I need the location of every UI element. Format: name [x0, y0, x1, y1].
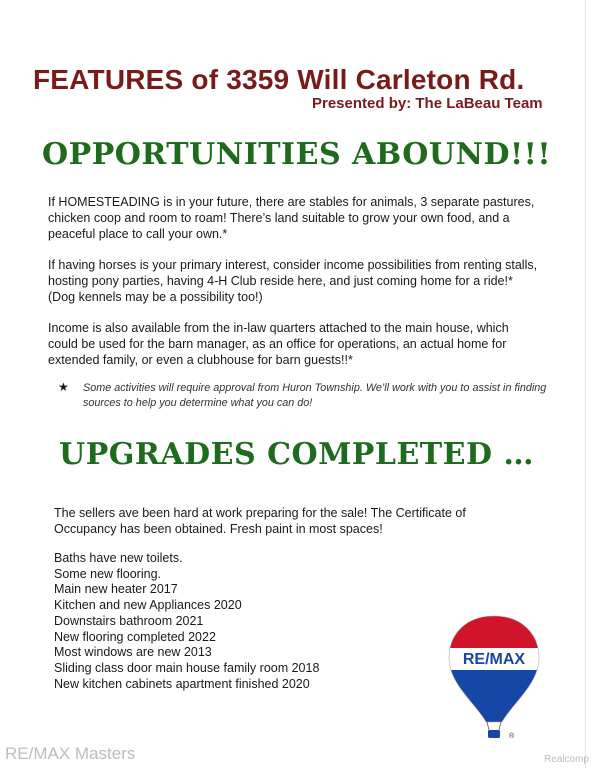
remax-balloon-logo [446, 614, 542, 742]
income-paragraph: Income is also available from the in-law quarters attached to the main house, which could be used for the barn manager, as an office for operations, an actual home for extended family, or even a clubhouse for barn guests!!* [48, 321, 509, 367]
list-item: Baths have new toilets. [54, 551, 183, 565]
upgrades-intro: The sellers ave been hard at work preparing for the sale! The Certificate of Occupancy has been obtained. Fresh paint in most spaces! [54, 506, 466, 536]
registered-mark: ® [509, 733, 515, 740]
source-watermark: Realcomp [543, 754, 589, 765]
horses-paragraph: If having horses is your primary interest, consider income possibilities from renting stalls, hosting pony parties, having 4-H Club reside here, and just coming home for a ride!* (Dog kennels may be a possibility too!) [48, 258, 538, 304]
homesteading-paragraph: If HOMESTEADING is in your future, there are stables for animals, 3 separate pastures, chicken coop and room to roam! There’s land suitable to grow your own food, and a peaceful place to call your own.* [48, 195, 535, 241]
page-title: FEATURES of 3359 Will Carleton Rd. [33, 64, 525, 95]
remax-logo-text: RE/MAX [462, 651, 526, 668]
star-icon: ★ [58, 380, 69, 394]
presented-by: Presented by: The LaBeau Team [312, 95, 543, 112]
approval-note-text: Some activities will require approval from Huron Township. We’ll work with you to assist in finding sources to help you determine what you can do! [83, 382, 547, 409]
list-item: Most windows are new 2013 [54, 645, 212, 660]
upgrades-list [54, 551, 319, 692]
list-item: New kitchen cabinets apartment finished 2020 [54, 676, 310, 691]
brokerage-watermark: RE/MAX Masters [5, 744, 136, 763]
list-item: Some new flooring. [54, 566, 162, 581]
upgrades-heading: UPGRADES COMPLETED … [59, 437, 534, 472]
list-item: Downstairs bathroom 2021 [54, 613, 204, 628]
opportunities-heading: OPPORTUNITIES ABOUND!!! [42, 137, 551, 172]
list-item: Sliding class door main house family room 2018 [54, 660, 320, 675]
list-item: Kitchen and new Appliances 2020 [54, 598, 242, 613]
list-item: Main new heater 2017 [54, 582, 178, 597]
list-item: New flooring completed 2022 [54, 629, 216, 644]
